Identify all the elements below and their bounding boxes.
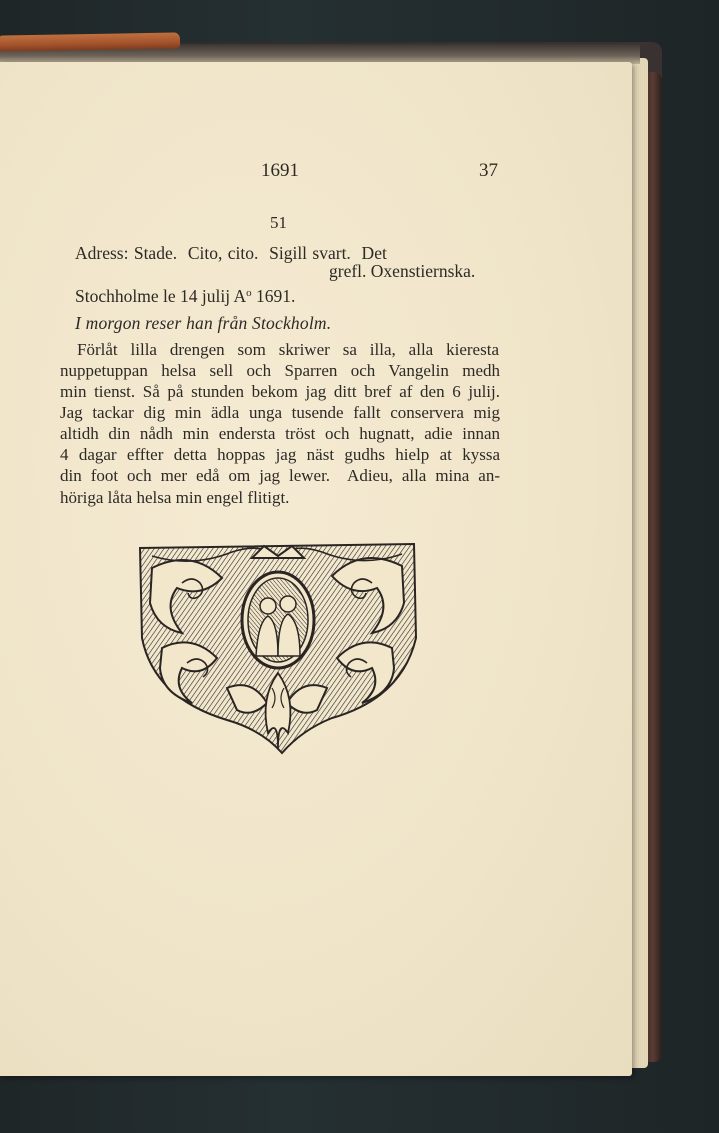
body-line: Förlåt lilla drengen som skriwer sa illa, alla kieresta <box>77 340 499 359</box>
body-line: altidh din nådh min endersta tröst och hugnatt, adie innan <box>60 424 500 443</box>
place-date-superscript: o <box>246 287 252 299</box>
place-date-prefix: Stochholme le 14 julij A <box>75 286 247 306</box>
place-date-line <box>75 286 295 307</box>
body-line: din foot och mer edå om jag lewer. Adieu, alla mina an- <box>60 466 500 485</box>
page-number: 37 <box>479 160 498 181</box>
letter-number: 51 <box>270 213 287 232</box>
address-line-1: Adress: Stade. Cito, cito. Sigill svart. Det <box>75 243 387 263</box>
address-line-2: grefl. Oxenstiernska. <box>329 261 476 281</box>
body-line: höriga låta helsa min engel flitigt. <box>60 488 290 507</box>
woodcut-tailpiece-icon <box>132 538 422 758</box>
bookmark-ribbon <box>0 32 180 51</box>
body-line: nuppetuppan helsa sell och Sparren och Vangelin medh <box>60 361 500 380</box>
body-line: min tienst. Så på stunden bekom jag ditt bref af den 6 julij. <box>60 382 500 401</box>
place-date-suffix: 1691. <box>251 286 296 306</box>
body-line: 4 dagar effter detta hoppas jag näst gudhs hielp at kyssa <box>60 445 500 464</box>
running-header-year: 1691 <box>261 160 299 181</box>
body-line: Jag tackar dig min ädla unga tusende fallt conservera mig <box>60 403 500 422</box>
italic-note: I morgon reser han från Stockholm. <box>75 313 332 333</box>
